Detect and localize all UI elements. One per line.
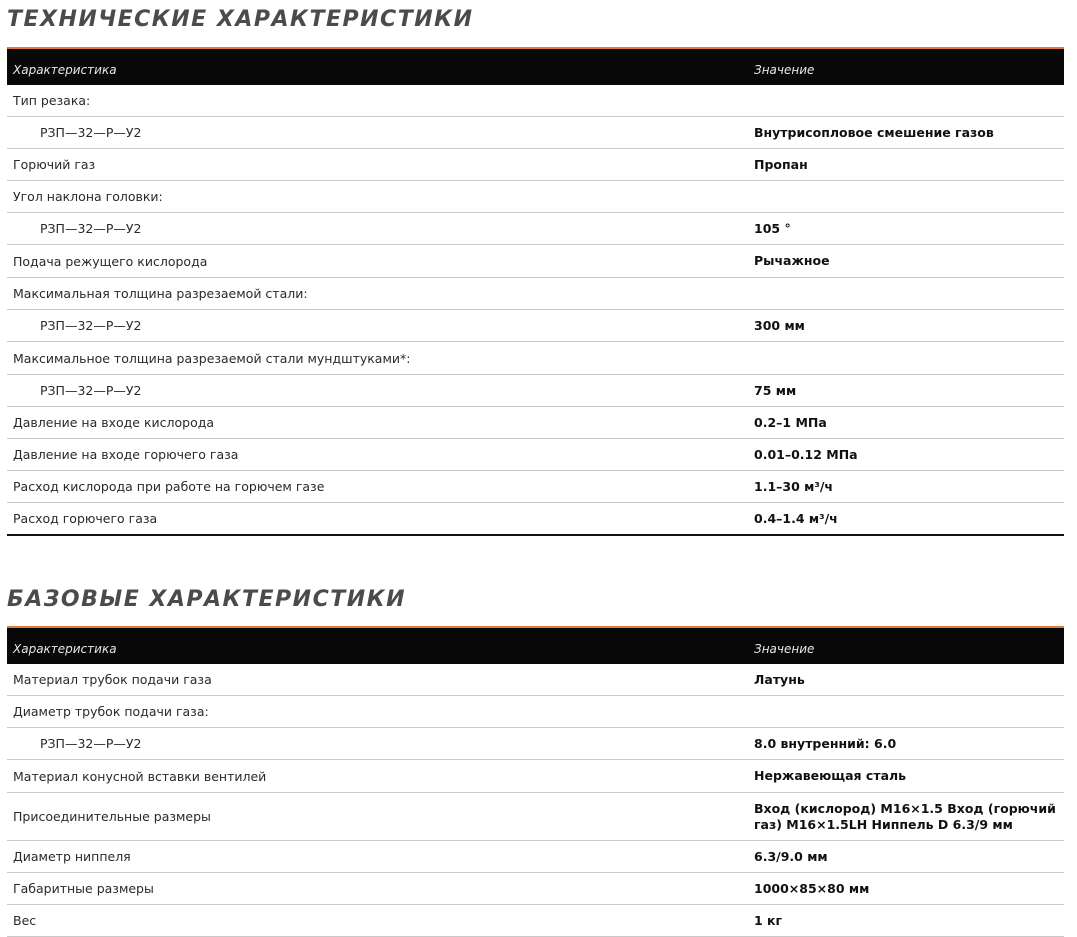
row-value: 6.3/9.0 мм (754, 848, 828, 864)
row-value: 8.0 внутренний: 6.0 (754, 735, 897, 751)
table-row (7, 728, 1064, 760)
table-row (7, 85, 1064, 117)
row-label: РЗП—32—Р—У2 (40, 736, 142, 751)
table-row (7, 375, 1064, 407)
row-value: Внутрисопловое смешение газов (754, 124, 994, 140)
row-label: РЗП—32—Р—У2 (40, 221, 142, 236)
row-value: Рычажное (754, 253, 830, 268)
row-label: РЗП—32—Р—У2 (40, 125, 142, 140)
row-value: 1000×85×80 мм (754, 880, 870, 896)
table-row (7, 407, 1064, 439)
row-label: Тип резака: (13, 93, 91, 108)
row-value: 105 ° (754, 220, 791, 236)
table-row (7, 181, 1064, 213)
row-value: 0.2–1 МПа (754, 414, 827, 430)
row-value: 0.4–1.4 м³/ч (754, 510, 838, 526)
row-value: Вход (кислород) М16×1.5 Вход (горючий газ) М16×1.5LH Ниппель D 6.3/9 мм (754, 800, 1056, 832)
row-label: Расход горючего газа (13, 511, 158, 526)
row-value: Пропан (754, 156, 808, 172)
table-row (7, 439, 1064, 471)
row-value: 0.01–0.12 МПа (754, 446, 858, 462)
row-value: 75 мм (754, 382, 797, 398)
row-label: Габаритные размеры (13, 881, 154, 896)
row-label: Максимальное толщина разрезаемой стали мундштуками*: (13, 350, 411, 366)
table-row (7, 117, 1064, 149)
section-title-basic: БАЗОВЫЕ ХАРАКТЕРИСТИКИ (7, 587, 407, 612)
table-row (7, 245, 1064, 278)
table-row (7, 664, 1064, 696)
row-label: Присоединительные размеры (13, 809, 211, 824)
row-label: Диаметр трубок подачи газа: (13, 704, 209, 719)
row-value: Латунь (754, 671, 805, 687)
row-label: РЗП—32—Р—У2 (40, 318, 142, 333)
row-value: 1 кг (754, 912, 783, 928)
table-row (7, 503, 1064, 536)
table-row (7, 342, 1064, 375)
row-value: 300 мм (754, 317, 805, 333)
row-label: Расход кислорода при работе на горючем газе (13, 479, 325, 494)
table-row (7, 213, 1064, 245)
row-label: Максимальная толщина разрезаемой стали: (13, 286, 308, 301)
row-label: Диаметр ниппеля (13, 849, 131, 864)
header-characteristic: Характеристика (13, 642, 117, 656)
table-row (7, 278, 1064, 310)
table-row (7, 696, 1064, 728)
table-row (7, 149, 1064, 181)
row-label: Угол наклона головки: (13, 189, 163, 204)
basic-specs-table (7, 626, 1064, 937)
table-row (7, 471, 1064, 503)
table-row (7, 841, 1064, 873)
row-label: Вес (13, 913, 37, 928)
table-row (7, 760, 1064, 793)
row-label: РЗП—32—Р—У2 (40, 383, 142, 398)
row-value: Нержавеющая сталь (754, 768, 907, 783)
row-label: Материал конусной вставки вентилей (13, 768, 267, 784)
table-header (7, 628, 1064, 664)
row-label: Давление на входе горючего газа (13, 447, 239, 462)
row-value: 1.1–30 м³/ч (754, 478, 833, 494)
table-row (7, 905, 1064, 937)
section-title-technical: ТЕХНИЧЕСКИЕ ХАРАКТЕРИСТИКИ (7, 7, 474, 32)
row-label: Горючий газ (13, 157, 96, 172)
technical-specs-table (7, 47, 1064, 536)
table-row (7, 873, 1064, 905)
header-value: Значение (754, 63, 815, 77)
row-label: Подача режущего кислорода (13, 253, 208, 269)
header-value: Значение (754, 642, 815, 656)
table-row (7, 310, 1064, 342)
row-label: Материал трубок подачи газа (13, 672, 212, 687)
table-header (7, 49, 1064, 85)
table-row (7, 793, 1064, 841)
row-label: Давление на входе кислорода (13, 415, 215, 430)
header-characteristic: Характеристика (13, 63, 117, 77)
